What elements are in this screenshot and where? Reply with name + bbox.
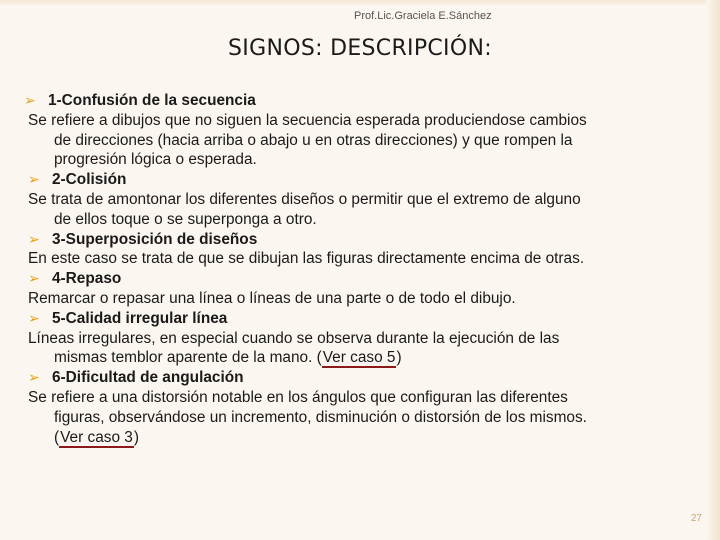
- item-description: [28, 190, 696, 230]
- item-heading-line: [28, 170, 696, 190]
- decorative-right-border: [706, 0, 720, 540]
- description-line: Remarcar o repasar una línea o líneas de una parte o de todo el dibujo.: [28, 289, 516, 307]
- item-description: [28, 329, 696, 369]
- arrow-bullet-icon: ➢: [24, 92, 36, 108]
- arrow-bullet-icon: ➢: [28, 309, 40, 326]
- description-line: Se trata de amontonar los diferentes diseños o permitir que el extremo de alguno: [28, 190, 581, 208]
- item-heading: 4-Repaso: [52, 270, 122, 288]
- author-header: Prof.Lic.Graciela E.Sánchez: [354, 10, 492, 22]
- description-line: Se refiere a dibujos que no siguen la secuencia esperada produciendose cambios: [28, 111, 587, 129]
- arrow-bullet-icon: ➢: [28, 270, 40, 287]
- slide-title: SIGNOS: DESCRIPCIÓN:: [228, 36, 492, 61]
- description-line: Se refiere a una distorsión notable en los ángulos que configuran las diferentes: [28, 388, 568, 406]
- description-line: En este caso se trata de que se dibujan las figuras directamente encima de otras.: [28, 250, 585, 268]
- item-heading: 6-Dificultad de angulación: [52, 369, 244, 387]
- page-number: 27: [690, 513, 702, 524]
- description-line: de direcciones (hacia arriba o abajo u en otras direcciones) y que rompen la: [54, 131, 573, 149]
- item-heading-line: [28, 309, 696, 329]
- arrow-bullet-icon: ➢: [28, 171, 40, 188]
- item-heading: 5-Calidad irregular línea: [52, 309, 228, 327]
- slide-content: [24, 91, 696, 447]
- description-text: (: [54, 428, 60, 446]
- item-description: [28, 249, 696, 269]
- ver-caso-3-link[interactable]: Ver caso 3: [60, 428, 133, 446]
- description-line: [28, 428, 696, 448]
- description-line: [28, 348, 696, 368]
- item-heading: 3-Superposición de diseños: [52, 230, 258, 248]
- description-line: figuras, observándose un incremento, disminución o distorsión de los mismos.: [54, 408, 587, 426]
- arrow-bullet-icon: ➢: [28, 230, 40, 247]
- description-line: progresión lógica o esperada.: [54, 151, 257, 169]
- description-text: mismas temblor aparente de la mano. (: [54, 349, 322, 367]
- item-description: [28, 289, 696, 309]
- item-description: [28, 111, 696, 170]
- description-line: Líneas irregulares, en especial cuando se observa durante la ejecución de las: [28, 329, 560, 347]
- item-heading: 1-Confusión de la secuencia: [48, 92, 256, 109]
- description-text: ): [396, 349, 402, 367]
- item-heading: 2-Colisión: [52, 171, 127, 189]
- description-line: de ellos toque o se superponga a otro.: [54, 210, 317, 228]
- item-heading-line: [28, 230, 696, 250]
- ver-caso-5-link[interactable]: Ver caso 5: [322, 349, 396, 367]
- item-heading-line: [28, 269, 696, 289]
- decorative-top-border: [0, 0, 720, 6]
- item-description: [28, 388, 696, 447]
- arrow-bullet-icon: ➢: [28, 369, 40, 386]
- item-heading-line: [24, 91, 696, 111]
- description-text: ): [133, 428, 140, 446]
- item-heading-line: [28, 368, 696, 388]
